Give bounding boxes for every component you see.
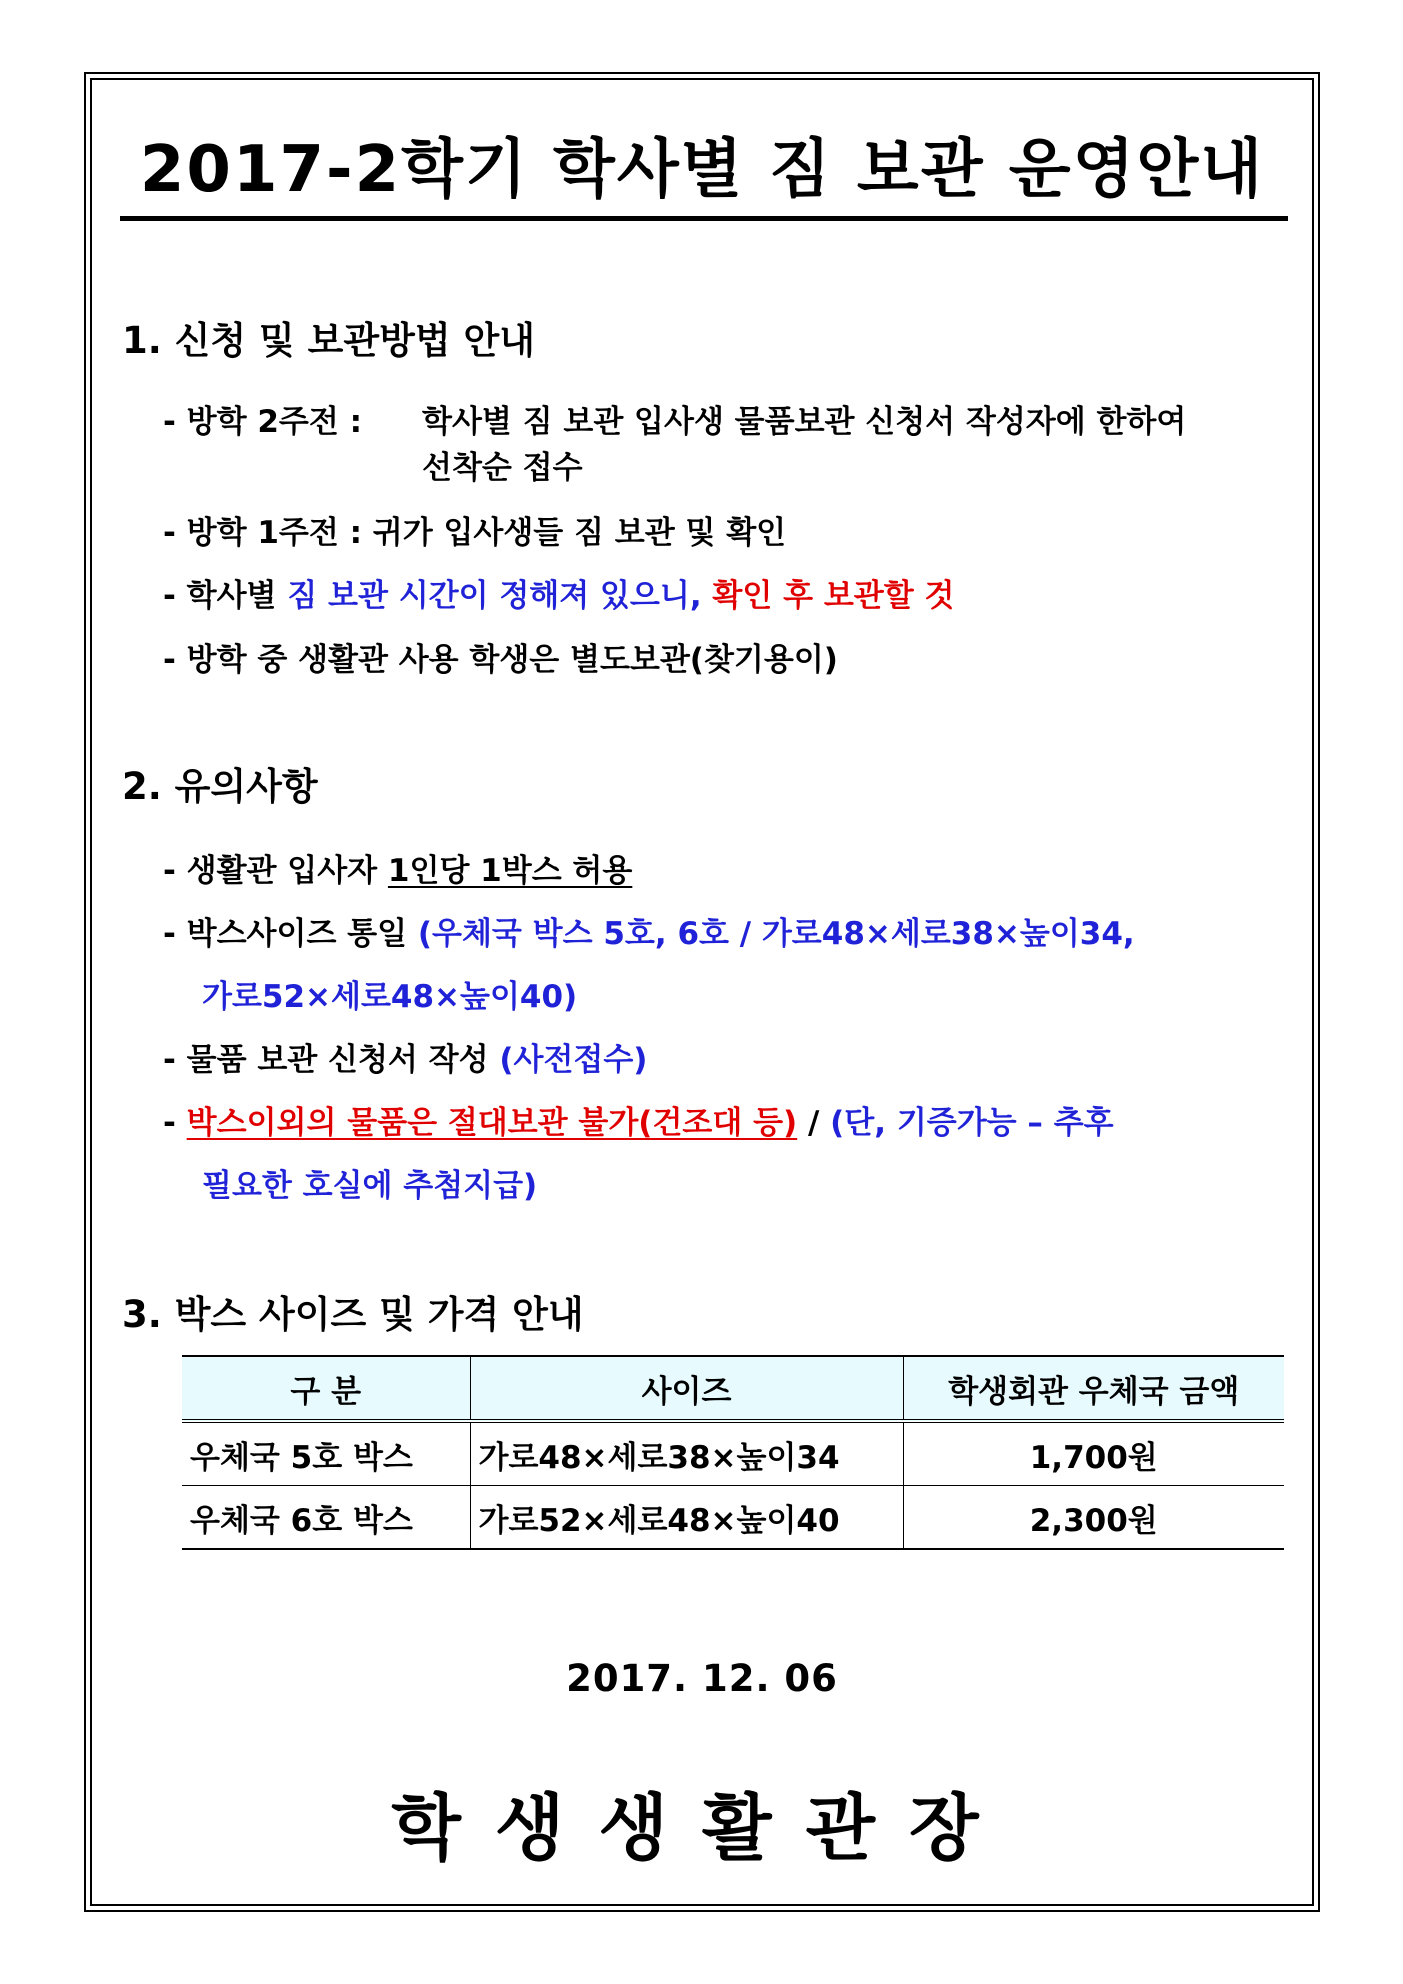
- section2-item4-sep: /: [808, 1105, 820, 1141]
- section2-item2: [163, 914, 1135, 954]
- signature: 학생생활관장: [391, 1786, 1013, 1870]
- document-date: 2017. 12. 06: [566, 1657, 838, 1700]
- section2-item4-c: 필요한 호실에 추첨지급): [202, 1168, 538, 1204]
- section2-item1-b: 1인당 1박스 허용: [387, 853, 633, 889]
- price-table: [182, 1355, 1284, 1550]
- section2-item1: [163, 851, 632, 891]
- section2-item2-a: - 박스사이즈 통일: [163, 916, 408, 952]
- section2-item4-b: (단, 기증가능 – 추후: [830, 1105, 1114, 1141]
- section1-item2: - 방학 1주전 : 귀가 입사생들 짐 보관 및 확인: [163, 515, 787, 551]
- section2-item4: [163, 1103, 1114, 1143]
- table-cell-price: 1,700원: [903, 1421, 1284, 1486]
- section2-item4-dash: -: [163, 1105, 176, 1141]
- table-cell-category: 우체국 6호 박스: [182, 1486, 470, 1550]
- section1-item1-line2: 선착순 접수: [422, 450, 583, 486]
- table-cell-size: 가로48×세로38×높이34: [470, 1421, 903, 1486]
- section1-item1-prefix: - 방학 2주전 :: [163, 404, 362, 440]
- section1-heading: 1. 신청 및 보관방법 안내: [122, 319, 536, 362]
- section1-item1-line1: 학사별 짐 보관 입사생 물품보관 신청서 작성자에 한하여: [422, 404, 1187, 440]
- table-cell-price: 2,300원: [903, 1486, 1284, 1550]
- table-cell-size: 가로52×세로48×높이40: [470, 1486, 903, 1550]
- section1-item4: - 방학 중 생활관 사용 학생은 별도보관(찾기용이): [163, 642, 838, 678]
- section2-item2-c: 가로52×세로48×높이40): [202, 979, 578, 1015]
- table-header-row: [182, 1356, 1284, 1421]
- section1-item3-c: 확인 후 보관할 것: [712, 578, 955, 614]
- table-cell-category: 우체국 5호 박스: [182, 1421, 470, 1486]
- section2-item3-a: - 물품 보관 신청서 작성: [163, 1042, 489, 1078]
- document-title: 2017-2학기 학사별 짐 보관 운영안내: [139, 133, 1265, 207]
- section2-heading: 2. 유의사항: [122, 765, 318, 808]
- section2-item3-b: (사전접수): [499, 1042, 648, 1078]
- table-header-category: 구 분: [182, 1356, 470, 1421]
- section3-heading: 3. 박스 사이즈 및 가격 안내: [122, 1293, 584, 1336]
- section1-item3: [163, 576, 954, 616]
- section2-item1-a: - 생활관 입사자: [163, 853, 388, 889]
- table-header-size: 사이즈: [470, 1356, 903, 1421]
- section2-item3: [163, 1040, 647, 1080]
- section2-item4-a: 박스이외의 물품은 절대보관 불가(건조대 등): [186, 1105, 798, 1141]
- section1-item3-a: - 학사별: [163, 578, 277, 614]
- section1-item3-b: 짐 보관 시간이 정해져 있으니,: [287, 578, 702, 614]
- table-row: [182, 1421, 1284, 1486]
- table-header-price: 학생회관 우체국 금액: [903, 1356, 1284, 1421]
- title-underline: [120, 216, 1288, 221]
- section2-item2-b: (우체국 박스 5호, 6호 / 가로48×세로38×높이34,: [417, 916, 1135, 952]
- table-row: [182, 1486, 1284, 1550]
